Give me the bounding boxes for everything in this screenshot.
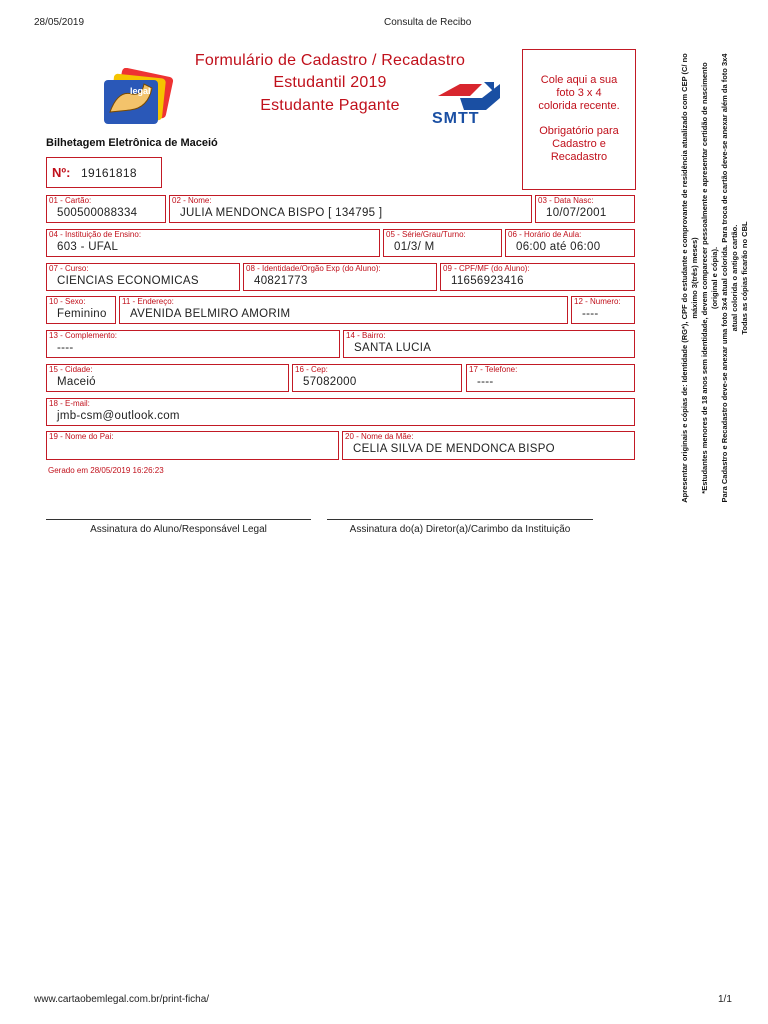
signature-student-label: Assinatura do Aluno/Responsável Legal xyxy=(90,524,267,535)
field-serie xyxy=(383,229,502,257)
side-instruction-2: *Estudantes menores de 18 anos sem identidade, devem comparecer pessoalmente e apresentar certidão de nascimento (original e cópia). xyxy=(700,62,719,494)
photo-text-5: Cadastro e xyxy=(552,138,606,150)
field-email-label: 18 - E-mail: xyxy=(49,399,90,408)
field-instituicao-value: 603 - UFAL xyxy=(57,241,119,253)
field-identidade-label: 08 - Identidade/Orgão Exp (do Aluno): xyxy=(246,264,381,273)
field-data-nasc-value: 10/07/2001 xyxy=(546,207,607,219)
registration-number-value: 19161818 xyxy=(81,166,137,180)
form-title-line-1: Formulário de Cadastro / Recadastro xyxy=(194,52,466,69)
field-nome-pai xyxy=(46,431,339,460)
field-numero-label: 12 - Numero: xyxy=(574,297,621,306)
smtt-logo-text: SMTT xyxy=(432,110,480,127)
registration-number-label: Nº: xyxy=(52,165,71,180)
generated-timestamp: Gerado em 28/05/2019 16:26:23 xyxy=(48,466,164,475)
field-nome-pai-label: 19 - Nome do Pai: xyxy=(49,432,114,441)
field-sexo xyxy=(46,296,116,324)
field-telefone-label: 17 - Telefone: xyxy=(469,365,518,374)
svg-text:legal: legal xyxy=(130,86,151,96)
field-cidade-value: Maceió xyxy=(57,376,96,388)
field-numero xyxy=(571,296,635,324)
field-data-nasc-label: 03 - Data Nasc: xyxy=(538,196,594,205)
field-complemento-label: 13 - Complemento: xyxy=(49,331,118,340)
field-horario xyxy=(505,229,635,257)
field-numero-value: ---- xyxy=(582,308,599,320)
field-identidade-value: 40821773 xyxy=(254,275,308,287)
field-cartao-value: 500500088334 xyxy=(57,207,138,219)
print-footer-page: 1/1 xyxy=(718,994,732,1005)
field-sexo-label: 10 - Sexo: xyxy=(49,297,86,306)
field-cpf-label: 09 - CPF/MF (do Aluno): xyxy=(443,264,530,273)
field-endereco xyxy=(119,296,568,324)
field-nome-mae-value: CELIA SILVA DE MENDONCA BISPO xyxy=(353,443,555,455)
field-nome xyxy=(169,195,532,223)
field-email xyxy=(46,398,635,426)
field-endereco-label: 11 - Endereço: xyxy=(122,297,174,306)
photo-text-1: Cole aqui a sua xyxy=(540,74,618,86)
field-telefone xyxy=(466,364,635,392)
smtt-logo xyxy=(430,80,510,130)
field-nome-mae-label: 20 - Nome da Mãe: xyxy=(345,432,414,441)
field-cep-value: 57082000 xyxy=(303,376,357,388)
field-nome-mae xyxy=(342,431,635,460)
photo-text-2: foto 3 x 4 xyxy=(556,87,602,99)
photo-text-6: Recadastro xyxy=(550,151,608,163)
field-serie-label: 05 - Série/Grau/Turno: xyxy=(386,230,466,239)
signature-line-student xyxy=(46,519,311,520)
field-nome-value: JULIA MENDONCA BISPO [ 134795 ] xyxy=(180,207,383,219)
field-nome-label: 02 - Nome: xyxy=(172,196,212,205)
registration-number-box xyxy=(46,157,162,188)
field-horario-label: 06 - Horário de Aula: xyxy=(508,230,582,239)
side-instruction-1: Apresentar originais e cópias de: Identidade (RG*), CPF do estudante e comprovante de residência atualizado com CEP (C/ no máximo 3(três) meses) xyxy=(680,53,699,503)
signature-line-director xyxy=(327,519,593,520)
field-instituicao-label: 04 - Instituição de Ensino: xyxy=(49,230,142,239)
field-endereco-value: AVENIDA BELMIRO AMORIM xyxy=(130,308,291,320)
field-complemento xyxy=(46,330,340,358)
field-serie-value: 01/3/ M xyxy=(394,241,435,253)
field-curso xyxy=(46,263,240,291)
field-cpf xyxy=(440,263,635,291)
field-bairro-value: SANTA LUCIA xyxy=(354,342,432,354)
field-bairro-label: 14 - Bairro: xyxy=(346,331,386,340)
print-title: Consulta de Recibo xyxy=(384,17,472,28)
field-curso-value: CIENCIAS ECONOMICAS xyxy=(57,275,199,287)
side-instruction-4: Todas as cópias ficarão no CBL xyxy=(740,221,749,335)
field-instituicao xyxy=(46,229,380,257)
field-data-nasc xyxy=(535,195,635,223)
field-cidade xyxy=(46,364,289,392)
field-cep xyxy=(292,364,462,392)
field-cartao-label: 01 - Cartão: xyxy=(49,196,92,205)
signature-director-label: Assinatura do(a) Diretor(a)/Carimbo da Instituição xyxy=(349,524,571,535)
field-horario-value: 06:00 até 06:00 xyxy=(516,241,601,253)
field-cidade-label: 15 - Cidade: xyxy=(49,365,93,374)
field-curso-label: 07 - Curso: xyxy=(49,264,89,273)
print-date: 28/05/2019 xyxy=(34,17,85,28)
form-title-line-2: Estudantil 2019 xyxy=(273,74,387,91)
field-cartao xyxy=(46,195,166,223)
side-instruction-3: Para Cadastro e Recadastro deve-se anexar uma foto 3x4 atual colorida. Para troca de cartão deve-se anexar além da foto 3x4 atual colorida o antigo cartão. xyxy=(720,53,739,503)
org-name: Bilhetagem Eletrônica de Maceió xyxy=(46,137,218,149)
field-sexo-value: Feminino xyxy=(57,308,107,320)
print-footer-url: www.cartaobemlegal.com.br/print-ficha/ xyxy=(34,994,210,1005)
form-title-line-3: Estudante Pagante xyxy=(260,97,400,114)
field-cep-label: 16 - Cep: xyxy=(295,365,328,374)
field-complemento-value: ---- xyxy=(57,342,74,354)
photo-text-3: colorida recente. xyxy=(538,100,620,112)
field-telefone-value: ---- xyxy=(477,376,494,388)
field-bairro xyxy=(343,330,635,358)
side-instructions xyxy=(680,48,750,508)
photo-box xyxy=(522,49,636,190)
photo-text-4: Obrigatório para xyxy=(539,125,619,137)
field-email-value: jmb-csm@outlook.com xyxy=(57,410,180,422)
field-cpf-value: 11656923416 xyxy=(451,275,524,287)
field-identidade xyxy=(243,263,437,291)
